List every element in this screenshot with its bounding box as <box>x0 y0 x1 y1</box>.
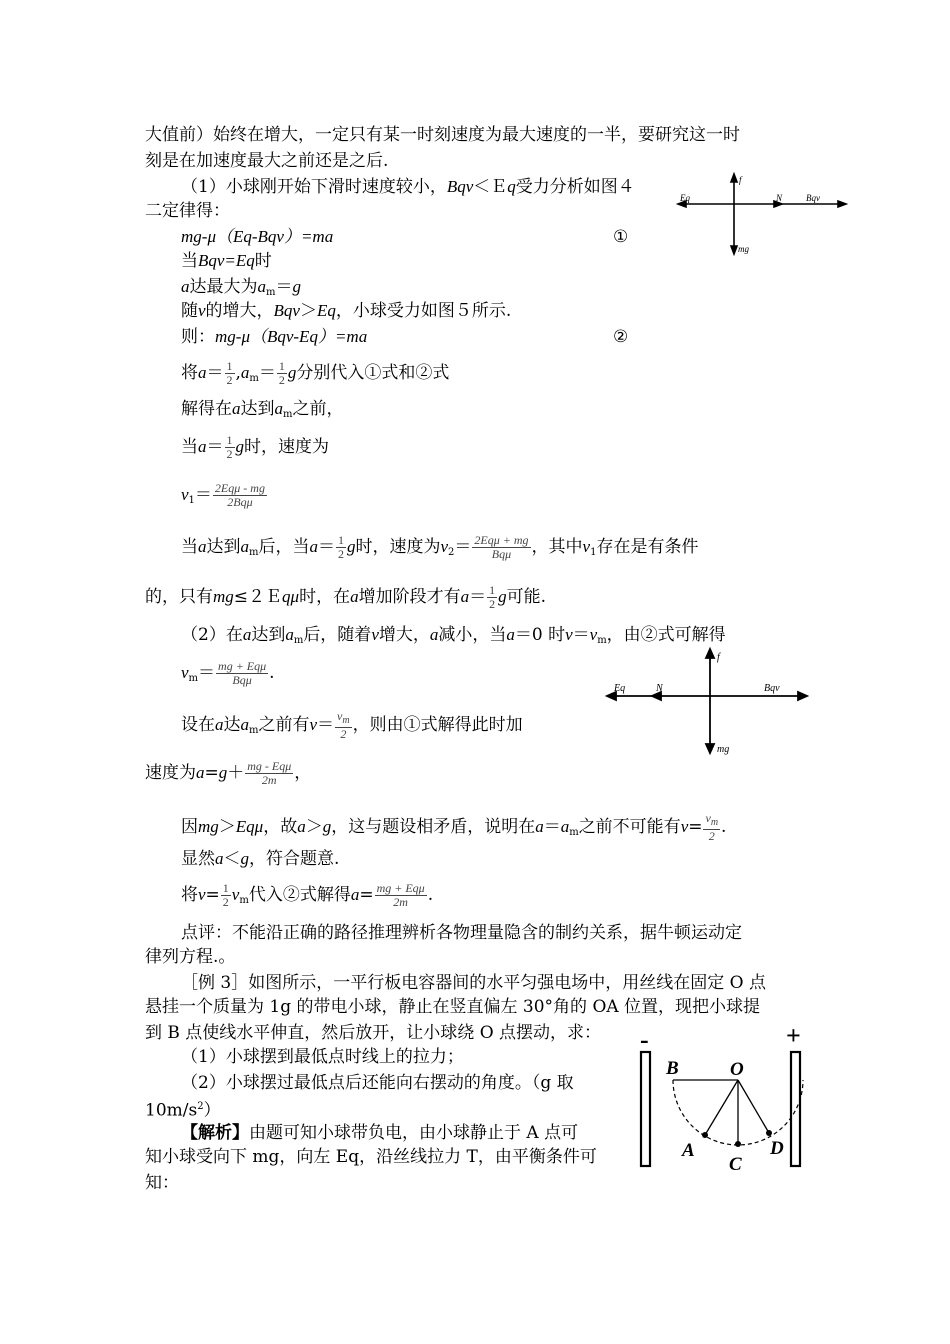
text-line: （2）小球摆过最低点后还能向右摆动的角度。（g 取 <box>181 1073 574 1093</box>
fraction-half: $\frac{1}{2}$ <box>337 533 344 561</box>
fraction-half: $\frac{1}{2}$ <box>278 359 285 387</box>
arrow-bqv <box>838 201 846 207</box>
text-line: 显然a＜g，符合题意. <box>181 849 340 869</box>
text-line: 知小球受向下 mg，向左 Eq，沿丝线拉力 T，由平衡条件可 <box>145 1147 597 1167</box>
equation-number: ② <box>613 327 629 347</box>
thread-oa <box>705 1080 738 1135</box>
ball-c <box>735 1141 741 1147</box>
equation-2: 则：mg-μ（Bqv-Eq）=ma <box>181 327 368 347</box>
text-line: 点评：不能沿正确的路径推理辨析各物理量隐含的制约关系，据牛顿运动定 <box>181 923 742 943</box>
label-o: O <box>730 1059 744 1080</box>
equation-number: ① <box>613 227 629 247</box>
label-c: C <box>729 1154 742 1175</box>
minus-sign: - <box>640 1025 649 1054</box>
fraction-afinal: $\frac{\text{mg + Eqμ}}{2m}$ <box>376 881 425 909</box>
label-a: A <box>682 1140 695 1161</box>
right-plate <box>791 1052 800 1166</box>
label-d: D <box>770 1138 784 1159</box>
text-line: 二定律得： <box>145 201 230 221</box>
label-b: B <box>666 1058 679 1079</box>
arrow-bqv <box>798 692 807 700</box>
text-line: 律列方程.。 <box>145 947 236 967</box>
text-line: 当a达到$a_m$后，当a＝ $\frac{1}{2}$ g时，速度为$v_2=$ $\frac{\text{2Eqμ + mg}}{\text{Bqμ}}$ ，其中$v_1$存在是有条件 <box>181 533 699 561</box>
label-f: f <box>739 175 742 185</box>
text-line: $v_1=$ $\frac{\text{2Eqμ - mg}}{\text{2Bqμ}}$ <box>181 481 265 509</box>
text-line: $10m/s^2$） <box>145 1100 221 1121</box>
force-diagram-fig4 <box>676 172 854 256</box>
text-line: 刻是在加速度最大之前还是之后. <box>145 151 389 171</box>
label-eq: Eq <box>680 193 690 203</box>
label-eq: Eq <box>614 683 626 694</box>
text-line: 到 B 点使线水平伸直，然后放开，让小球绕 O 点摆动，求： <box>145 1023 602 1043</box>
label-f: f <box>717 652 720 663</box>
text-line: 大值前）始终在增大，一定只有某一时刻速度为最大速度的一半，要研究这一时 <box>145 125 740 145</box>
label-bqv: Bqv <box>806 193 820 203</box>
arrow-f <box>706 649 714 658</box>
text-line: ［例 3］如图所示，一平行板电容器间的水平匀强电场中，用丝线在固定 O 点 <box>181 973 766 993</box>
force-diagram-fig5 <box>604 646 812 758</box>
fraction-half: $\frac{1}{2}$ <box>222 881 229 909</box>
fraction-vm: $\frac{\text{mg + Eqμ}}{\text{Bqμ}}$ <box>218 659 267 687</box>
text-line: （1）小球摆到最低点时线上的拉力； <box>181 1047 464 1067</box>
fraction-half: $\frac{1}{2}$ <box>226 359 233 387</box>
text-line: 设在a达$a_m$之前有v＝ $\frac{v_m}{2}$ ，则由①式解得此时加 <box>181 709 523 741</box>
text-line: 因mg＞Eqμ，故a＞g，这与题设相矛盾，说明在$a=a_m$之前不可能有v= $\frac{v_m}{2}$ . <box>181 811 727 843</box>
text-line: 当Bqv=Eq时 <box>181 251 272 271</box>
text-line: $v_m=$ $\frac{\text{mg + Eqμ}}{\text{Bqμ}}$ . <box>181 659 275 687</box>
arrow-mg <box>706 744 714 753</box>
text-line: 随v的增大，Bqv＞Eq，小球受力如图５所示. <box>181 301 512 321</box>
fraction-vhalf: $\frac{v_m}{2}$ <box>337 709 350 741</box>
arrow-mg <box>731 246 737 254</box>
fraction-half: $\frac{1}{2}$ <box>489 583 496 611</box>
text-line: 速度为a=g＋ $\frac{\text{mg - Eqμ}}{2m}$ ， <box>145 759 312 787</box>
equation-1: mg-μ（Eq-Bqv）=ma <box>181 227 334 246</box>
label-mg: mg <box>738 244 749 254</box>
text-line: 悬挂一个质量为 1g 的带电小球，静止在竖直偏左 30°角的 OA 位置，现把小球提 <box>145 997 761 1017</box>
label-n: N <box>656 683 663 694</box>
pendulum-diagram <box>628 1020 818 1180</box>
text-line: 将a＝ $\frac{1}{2}$ $,a_m=$ $\frac{1}{2}$ g分别代入①式和②式 <box>181 359 450 387</box>
text-line: （1）小球刚开始下滑时速度较小，Bqv＜Ｅq受力分析如图４ <box>181 177 635 197</box>
fraction-acc: $\frac{\text{mg - Eqμ}}{2m}$ <box>247 759 292 787</box>
label-n: N <box>776 193 783 203</box>
fraction-half: $\frac{1}{2}$ <box>226 433 233 461</box>
text-line: 解得在a达到$a_m$之前， <box>181 399 344 420</box>
fraction-v1: $\frac{\text{2Eqμ - mg}}{\text{2Bqμ}}$ <box>214 481 265 509</box>
text-line: 知： <box>145 1173 179 1193</box>
ball-a <box>702 1132 708 1138</box>
plus-sign: + <box>786 1021 801 1050</box>
text-line: 【解析】由题可知小球带负电，由小球静止于 A 点可 <box>181 1123 579 1143</box>
arrow-f <box>731 174 737 182</box>
text-line: 将v= $\frac{1}{2}$ $v_m$代入②式解得a= $\frac{\text{mg + Eqμ}}{2m}$ . <box>181 881 434 909</box>
label-mg: mg <box>717 744 730 755</box>
left-plate <box>641 1052 650 1166</box>
fraction-v2: $\frac{\text{2Eqμ + mg}}{\text{Bqμ}}$ <box>474 533 529 561</box>
text-line: （2）在a达到$a_m$后，随着v增大，a减小，当a＝0 时$v=v_m$，由②式可解得 <box>181 625 726 646</box>
text-line: a达最大为$a_m=g$ <box>181 277 301 298</box>
label-bqv: Bqv <box>764 683 780 694</box>
thread-od <box>738 1080 769 1133</box>
fraction-vhalf: $\frac{v_m}{2}$ <box>705 811 719 843</box>
text-line: 的，只有mg≤２Ｅqμ时，在a增加阶段才有a＝ $\frac{1}{2}$ g可能. <box>145 583 546 611</box>
text-line: 当a＝ $\frac{1}{2}$ g时，速度为 <box>181 433 329 461</box>
ball-d <box>766 1130 772 1136</box>
